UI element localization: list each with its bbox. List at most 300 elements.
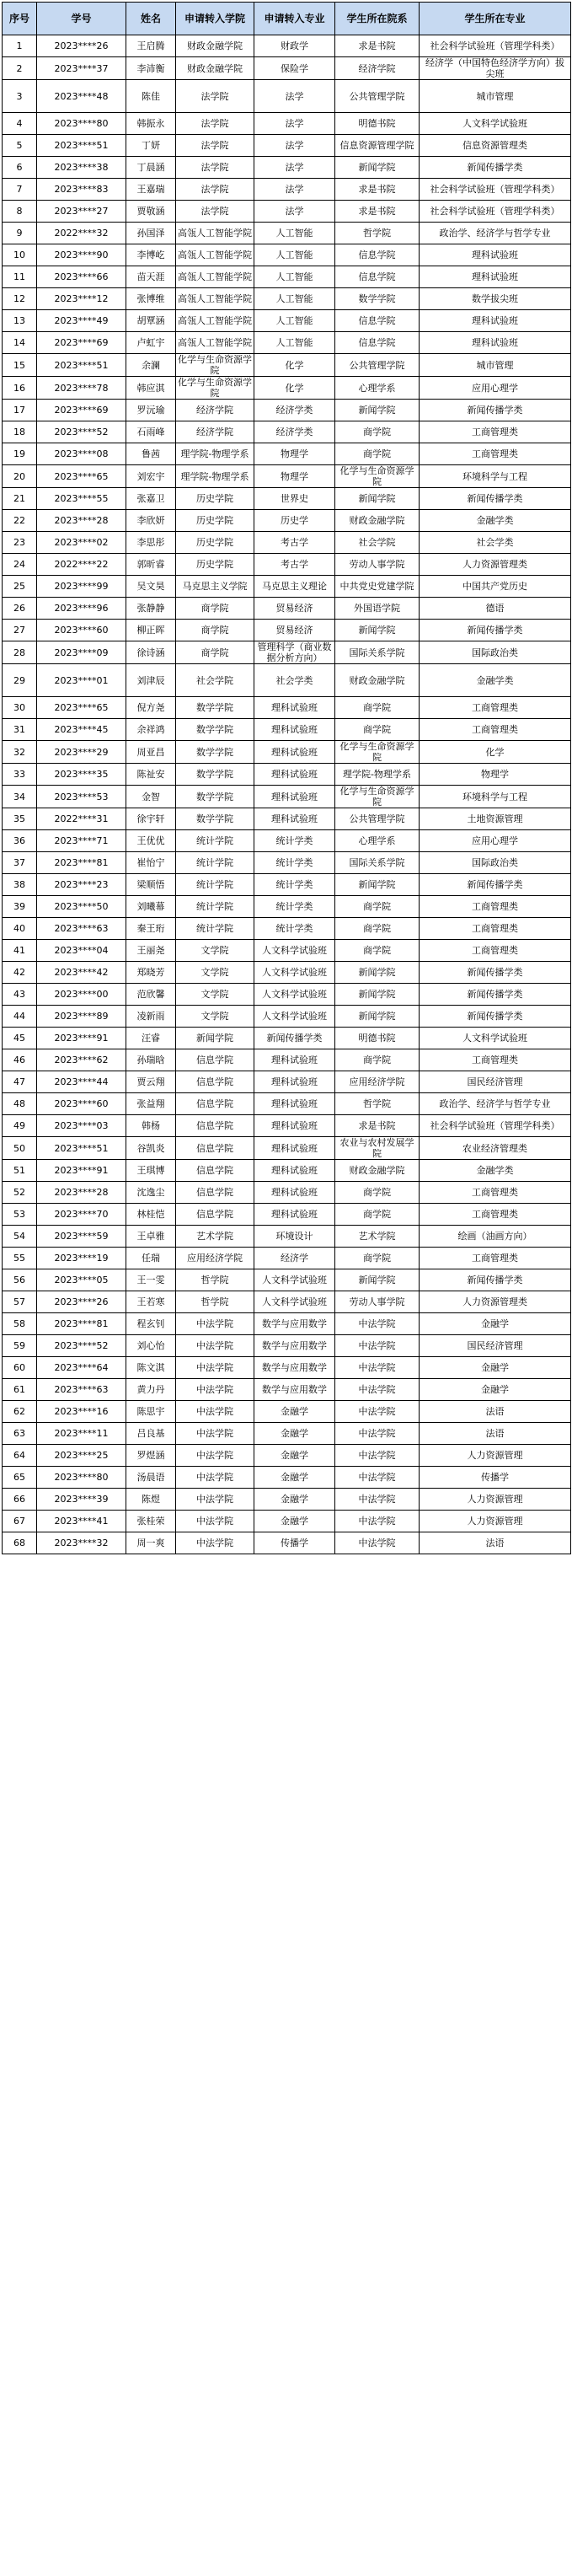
table-row xyxy=(3,288,571,310)
cell-student-id: 2023****50 xyxy=(37,896,126,918)
cell-student-id: 2023****29 xyxy=(37,741,126,764)
table-row xyxy=(3,554,571,576)
cell-current-major: 土地资源管理 xyxy=(420,808,571,830)
table-row xyxy=(3,1248,571,1269)
cell-name: 郑晓芳 xyxy=(126,962,176,984)
cell-index: 68 xyxy=(3,1532,37,1554)
cell-target-major: 法学 xyxy=(254,201,335,223)
cell-current-college: 商学院 xyxy=(335,1248,420,1269)
cell-current-major: 工商管理类 xyxy=(420,719,571,741)
table-row xyxy=(3,620,571,641)
table-row xyxy=(3,896,571,918)
cell-index: 54 xyxy=(3,1226,37,1248)
cell-current-college: 新闻学院 xyxy=(335,984,420,1006)
cell-student-id: 2023****05 xyxy=(37,1269,126,1291)
cell-target-college: 数学学院 xyxy=(176,786,254,808)
cell-name: 孙国泽 xyxy=(126,223,176,244)
cell-current-major: 社会科学试验班（管理学科类） xyxy=(420,1115,571,1137)
cell-target-college: 统计学院 xyxy=(176,918,254,940)
cell-target-major: 法学 xyxy=(254,179,335,201)
cell-target-major: 理科试验班 xyxy=(254,1071,335,1093)
cell-current-college: 信息学院 xyxy=(335,310,420,332)
cell-target-major: 人工智能 xyxy=(254,266,335,288)
cell-target-college: 法学院 xyxy=(176,135,254,157)
cell-index: 7 xyxy=(3,179,37,201)
cell-student-id: 2023****63 xyxy=(37,918,126,940)
table-row xyxy=(3,1401,571,1423)
header-current-major: 学生所在专业 xyxy=(420,3,571,35)
cell-target-major: 法学 xyxy=(254,135,335,157)
cell-student-id: 2023****39 xyxy=(37,1489,126,1511)
cell-index: 39 xyxy=(3,896,37,918)
cell-target-major: 化学 xyxy=(254,377,335,400)
cell-student-id: 2023****08 xyxy=(37,443,126,465)
cell-student-id: 2023****19 xyxy=(37,1248,126,1269)
cell-target-college: 中法学院 xyxy=(176,1401,254,1423)
cell-current-major: 金融学 xyxy=(420,1357,571,1379)
cell-target-major: 理科试验班 xyxy=(254,741,335,764)
cell-target-college: 历史学院 xyxy=(176,532,254,554)
cell-name: 韩应淇 xyxy=(126,377,176,400)
cell-name: 李思彤 xyxy=(126,532,176,554)
cell-target-major: 物理学 xyxy=(254,443,335,465)
cell-current-major: 新闻传播学类 xyxy=(420,984,571,1006)
cell-index: 50 xyxy=(3,1137,37,1160)
cell-current-major: 应用心理学 xyxy=(420,830,571,852)
cell-index: 30 xyxy=(3,697,37,719)
cell-student-id: 2023****90 xyxy=(37,244,126,266)
cell-current-major: 政治学、经济学与哲学专业 xyxy=(420,1093,571,1115)
table-row xyxy=(3,510,571,532)
cell-current-college: 中法学院 xyxy=(335,1467,420,1489)
table-row xyxy=(3,266,571,288)
cell-name: 金智 xyxy=(126,786,176,808)
cell-student-id: 2023****09 xyxy=(37,641,126,664)
table-row xyxy=(3,641,571,664)
cell-name: 陈佳 xyxy=(126,80,176,113)
cell-target-college: 哲学院 xyxy=(176,1291,254,1313)
cell-target-major: 数学与应用数学 xyxy=(254,1357,335,1379)
cell-current-college: 劳动人事学院 xyxy=(335,554,420,576)
cell-current-college: 求是书院 xyxy=(335,35,420,57)
cell-current-major: 人力资源管理 xyxy=(420,1489,571,1511)
cell-name: 谷凯炎 xyxy=(126,1137,176,1160)
table-row xyxy=(3,223,571,244)
cell-current-major: 人力资源管理 xyxy=(420,1445,571,1467)
cell-name: 王卓雅 xyxy=(126,1226,176,1248)
cell-current-major: 国际政治类 xyxy=(420,852,571,874)
table-row xyxy=(3,1160,571,1182)
cell-target-major: 理科试验班 xyxy=(254,697,335,719)
cell-index: 32 xyxy=(3,741,37,764)
cell-current-college: 社会学院 xyxy=(335,532,420,554)
cell-current-major: 人文科学试验班 xyxy=(420,113,571,135)
table-row xyxy=(3,1115,571,1137)
cell-name: 王若寒 xyxy=(126,1291,176,1313)
cell-target-college: 哲学院 xyxy=(176,1269,254,1291)
cell-current-college: 理学院-物理学系 xyxy=(335,764,420,786)
cell-student-id: 2023****51 xyxy=(37,135,126,157)
cell-current-major: 经济学（中国特色经济学方向）拔尖班 xyxy=(420,57,571,80)
cell-target-college: 高瓴人工智能学院 xyxy=(176,288,254,310)
table-row xyxy=(3,465,571,488)
cell-current-major: 人力资源管理类 xyxy=(420,1291,571,1313)
cell-name: 汤晨语 xyxy=(126,1467,176,1489)
cell-current-major: 数学拔尖班 xyxy=(420,288,571,310)
cell-target-college: 中法学院 xyxy=(176,1423,254,1445)
cell-target-major: 法学 xyxy=(254,113,335,135)
cell-target-college: 社会学院 xyxy=(176,664,254,697)
cell-target-major: 统计学类 xyxy=(254,874,335,896)
cell-index: 3 xyxy=(3,80,37,113)
cell-target-major: 法学 xyxy=(254,80,335,113)
transfer-list-table xyxy=(2,2,571,1554)
table-row xyxy=(3,443,571,465)
table-row xyxy=(3,1137,571,1160)
cell-target-college: 经济学院 xyxy=(176,421,254,443)
cell-target-major: 人文科学试验班 xyxy=(254,962,335,984)
cell-target-major: 人文科学试验班 xyxy=(254,1006,335,1028)
cell-target-college: 中法学院 xyxy=(176,1379,254,1401)
cell-name: 苗天涯 xyxy=(126,266,176,288)
cell-target-major: 人工智能 xyxy=(254,332,335,354)
cell-current-college: 信息学院 xyxy=(335,266,420,288)
cell-current-college: 商学院 xyxy=(335,1049,420,1071)
table-row xyxy=(3,1291,571,1313)
table-row xyxy=(3,310,571,332)
cell-current-college: 中法学院 xyxy=(335,1335,420,1357)
cell-target-college: 数学学院 xyxy=(176,697,254,719)
cell-name: 周一爽 xyxy=(126,1532,176,1554)
header-current-college: 学生所在院系 xyxy=(335,3,420,35)
cell-current-college: 公共管理学院 xyxy=(335,354,420,377)
table-row xyxy=(3,808,571,830)
cell-current-major: 德语 xyxy=(420,598,571,620)
cell-index: 66 xyxy=(3,1489,37,1511)
cell-name: 程玄钊 xyxy=(126,1313,176,1335)
cell-target-college: 艺术学院 xyxy=(176,1226,254,1248)
table-body xyxy=(3,35,571,1554)
table-row xyxy=(3,1379,571,1401)
cell-index: 15 xyxy=(3,354,37,377)
cell-target-major: 经济学类 xyxy=(254,400,335,421)
cell-target-major: 人文科学试验班 xyxy=(254,940,335,962)
cell-target-major: 传播学 xyxy=(254,1532,335,1554)
cell-target-major: 金融学 xyxy=(254,1445,335,1467)
header-target-college: 申请转入学院 xyxy=(176,3,254,35)
cell-index: 16 xyxy=(3,377,37,400)
table-row xyxy=(3,1532,571,1554)
cell-current-major: 新闻传播学类 xyxy=(420,488,571,510)
table-row xyxy=(3,532,571,554)
cell-index: 61 xyxy=(3,1379,37,1401)
cell-name: 崔怡宁 xyxy=(126,852,176,874)
cell-current-major: 法语 xyxy=(420,1401,571,1423)
cell-student-id: 2023****03 xyxy=(37,1115,126,1137)
cell-name: 汪睿 xyxy=(126,1028,176,1049)
cell-name: 石雨峰 xyxy=(126,421,176,443)
table-row xyxy=(3,1071,571,1093)
cell-target-major: 统计学类 xyxy=(254,830,335,852)
cell-target-major: 经济学类 xyxy=(254,421,335,443)
table-row xyxy=(3,377,571,400)
cell-current-major: 农业经济管理类 xyxy=(420,1137,571,1160)
table-row xyxy=(3,1511,571,1532)
cell-index: 9 xyxy=(3,223,37,244)
cell-current-college: 财政金融学院 xyxy=(335,510,420,532)
cell-target-college: 数学学院 xyxy=(176,764,254,786)
cell-index: 18 xyxy=(3,421,37,443)
cell-target-college: 高瓴人工智能学院 xyxy=(176,223,254,244)
cell-name: 韩杨 xyxy=(126,1115,176,1137)
cell-name: 李沛衡 xyxy=(126,57,176,80)
cell-current-major: 新闻传播学类 xyxy=(420,620,571,641)
cell-target-major: 理科试验班 xyxy=(254,1049,335,1071)
cell-target-college: 理学院-物理学系 xyxy=(176,465,254,488)
table-row xyxy=(3,179,571,201)
cell-name: 贾云翔 xyxy=(126,1071,176,1093)
cell-target-major: 社会学类 xyxy=(254,664,335,697)
cell-index: 31 xyxy=(3,719,37,741)
cell-target-college: 统计学院 xyxy=(176,896,254,918)
table-row xyxy=(3,697,571,719)
cell-name: 罗煜涵 xyxy=(126,1445,176,1467)
cell-student-id: 2023****16 xyxy=(37,1401,126,1423)
cell-target-major: 统计学类 xyxy=(254,852,335,874)
header-student-id: 学号 xyxy=(37,3,126,35)
cell-student-id: 2023****38 xyxy=(37,157,126,179)
table-row xyxy=(3,1006,571,1028)
cell-target-major: 理科试验班 xyxy=(254,1160,335,1182)
cell-target-college: 高瓴人工智能学院 xyxy=(176,266,254,288)
cell-current-college: 财政金融学院 xyxy=(335,1160,420,1182)
cell-index: 26 xyxy=(3,598,37,620)
cell-index: 14 xyxy=(3,332,37,354)
cell-index: 49 xyxy=(3,1115,37,1137)
cell-index: 29 xyxy=(3,664,37,697)
cell-index: 58 xyxy=(3,1313,37,1335)
cell-student-id: 2023****80 xyxy=(37,1467,126,1489)
table-row xyxy=(3,940,571,962)
cell-name: 倪方尧 xyxy=(126,697,176,719)
cell-index: 51 xyxy=(3,1160,37,1182)
table-row xyxy=(3,962,571,984)
cell-current-college: 商学院 xyxy=(335,896,420,918)
cell-target-college: 信息学院 xyxy=(176,1049,254,1071)
cell-target-college: 文学院 xyxy=(176,962,254,984)
cell-current-college: 中法学院 xyxy=(335,1313,420,1335)
cell-student-id: 2022****31 xyxy=(37,808,126,830)
cell-current-major: 中国共产党历史 xyxy=(420,576,571,598)
cell-target-major: 贸易经济 xyxy=(254,598,335,620)
cell-student-id: 2023****69 xyxy=(37,400,126,421)
cell-current-college: 心理学系 xyxy=(335,830,420,852)
cell-name: 刘曦幕 xyxy=(126,896,176,918)
cell-student-id: 2023****00 xyxy=(37,984,126,1006)
cell-index: 19 xyxy=(3,443,37,465)
cell-student-id: 2022****32 xyxy=(37,223,126,244)
cell-name: 刘宏宇 xyxy=(126,465,176,488)
cell-student-id: 2023****80 xyxy=(37,113,126,135)
cell-current-major: 环境科学与工程 xyxy=(420,465,571,488)
cell-current-college: 中法学院 xyxy=(335,1532,420,1554)
cell-name: 余澜 xyxy=(126,354,176,377)
cell-target-college: 商学院 xyxy=(176,641,254,664)
cell-student-id: 2023****42 xyxy=(37,962,126,984)
header-name: 姓名 xyxy=(126,3,176,35)
cell-target-college: 法学院 xyxy=(176,113,254,135)
cell-current-college: 新闻学院 xyxy=(335,1006,420,1028)
cell-index: 11 xyxy=(3,266,37,288)
cell-name: 徐诗涵 xyxy=(126,641,176,664)
cell-student-id: 2023****02 xyxy=(37,532,126,554)
cell-name: 王丽尧 xyxy=(126,940,176,962)
cell-current-college: 中法学院 xyxy=(335,1423,420,1445)
cell-student-id: 2023****26 xyxy=(37,1291,126,1313)
cell-name: 王一雯 xyxy=(126,1269,176,1291)
cell-target-major: 理科试验班 xyxy=(254,1204,335,1226)
cell-current-major: 国民经济管理 xyxy=(420,1071,571,1093)
cell-target-major: 贸易经济 xyxy=(254,620,335,641)
table-row xyxy=(3,719,571,741)
cell-current-major: 社会科学试验班（管理学科类） xyxy=(420,179,571,201)
cell-index: 25 xyxy=(3,576,37,598)
cell-target-college: 中法学院 xyxy=(176,1357,254,1379)
cell-target-college: 高瓴人工智能学院 xyxy=(176,310,254,332)
cell-current-major: 新闻传播学类 xyxy=(420,400,571,421)
cell-name: 吴文昊 xyxy=(126,576,176,598)
cell-current-major: 法语 xyxy=(420,1532,571,1554)
cell-index: 10 xyxy=(3,244,37,266)
cell-target-college: 统计学院 xyxy=(176,852,254,874)
cell-student-id: 2023****63 xyxy=(37,1379,126,1401)
cell-name: 贾敬涵 xyxy=(126,201,176,223)
cell-current-college: 新闻学院 xyxy=(335,157,420,179)
cell-student-id: 2023****26 xyxy=(37,35,126,57)
cell-name: 陈煜 xyxy=(126,1489,176,1511)
cell-name: 余祥鸿 xyxy=(126,719,176,741)
cell-student-id: 2023****65 xyxy=(37,465,126,488)
cell-student-id: 2023****32 xyxy=(37,1532,126,1554)
cell-current-major: 传播学 xyxy=(420,1467,571,1489)
cell-target-college: 中法学院 xyxy=(176,1467,254,1489)
cell-student-id: 2023****69 xyxy=(37,332,126,354)
cell-current-major: 应用心理学 xyxy=(420,377,571,400)
table-row xyxy=(3,1445,571,1467)
cell-student-id: 2023****11 xyxy=(37,1423,126,1445)
cell-current-college: 中法学院 xyxy=(335,1511,420,1532)
cell-index: 34 xyxy=(3,786,37,808)
cell-current-college: 外国语学院 xyxy=(335,598,420,620)
table-row xyxy=(3,1049,571,1071)
cell-name: 陈祉安 xyxy=(126,764,176,786)
cell-current-college: 国际关系学院 xyxy=(335,641,420,664)
cell-student-id: 2023****01 xyxy=(37,664,126,697)
cell-target-college: 历史学院 xyxy=(176,488,254,510)
cell-current-college: 公共管理学院 xyxy=(335,80,420,113)
cell-target-college: 马克思主义学院 xyxy=(176,576,254,598)
cell-name: 徐宇轩 xyxy=(126,808,176,830)
cell-student-id: 2023****28 xyxy=(37,510,126,532)
cell-index: 8 xyxy=(3,201,37,223)
cell-student-id: 2023****71 xyxy=(37,830,126,852)
cell-index: 23 xyxy=(3,532,37,554)
cell-target-college: 法学院 xyxy=(176,201,254,223)
cell-name: 陈思宇 xyxy=(126,1401,176,1423)
cell-index: 62 xyxy=(3,1401,37,1423)
cell-current-major: 新闻传播学类 xyxy=(420,962,571,984)
cell-name: 王启腾 xyxy=(126,35,176,57)
cell-target-major: 理科试验班 xyxy=(254,786,335,808)
cell-name: 陈文淇 xyxy=(126,1357,176,1379)
cell-target-major: 财政学 xyxy=(254,35,335,57)
cell-name: 罗沅瑜 xyxy=(126,400,176,421)
cell-student-id: 2023****60 xyxy=(37,620,126,641)
cell-student-id: 2023****78 xyxy=(37,377,126,400)
cell-index: 64 xyxy=(3,1445,37,1467)
cell-current-major: 理科试验班 xyxy=(420,332,571,354)
cell-current-college: 新闻学院 xyxy=(335,962,420,984)
cell-target-major: 理科试验班 xyxy=(254,764,335,786)
table-row xyxy=(3,1182,571,1204)
cell-target-major: 金融学 xyxy=(254,1511,335,1532)
cell-name: 张桂荣 xyxy=(126,1511,176,1532)
cell-index: 17 xyxy=(3,400,37,421)
cell-current-major: 城市管理 xyxy=(420,354,571,377)
cell-index: 6 xyxy=(3,157,37,179)
cell-current-major: 人力资源管理类 xyxy=(420,554,571,576)
cell-target-college: 法学院 xyxy=(176,179,254,201)
cell-current-major: 信息资源管理类 xyxy=(420,135,571,157)
cell-target-college: 财政金融学院 xyxy=(176,57,254,80)
cell-student-id: 2023****49 xyxy=(37,310,126,332)
cell-index: 57 xyxy=(3,1291,37,1313)
cell-target-major: 考古学 xyxy=(254,554,335,576)
cell-student-id: 2023****23 xyxy=(37,874,126,896)
table-row xyxy=(3,1028,571,1049)
cell-current-major: 新闻传播学类 xyxy=(420,1006,571,1028)
cell-target-major: 人工智能 xyxy=(254,288,335,310)
cell-target-major: 世界史 xyxy=(254,488,335,510)
table-row xyxy=(3,244,571,266)
cell-target-major: 人文科学试验班 xyxy=(254,984,335,1006)
cell-target-major: 新闻传播学类 xyxy=(254,1028,335,1049)
cell-student-id: 2023****81 xyxy=(37,852,126,874)
cell-target-major: 金融学 xyxy=(254,1467,335,1489)
cell-name: 郭昕睿 xyxy=(126,554,176,576)
cell-target-major: 化学 xyxy=(254,354,335,377)
cell-student-id: 2023****64 xyxy=(37,1357,126,1379)
cell-current-college: 商学院 xyxy=(335,719,420,741)
cell-target-major: 数学与应用数学 xyxy=(254,1379,335,1401)
cell-current-major: 法语 xyxy=(420,1423,571,1445)
cell-index: 35 xyxy=(3,808,37,830)
cell-index: 21 xyxy=(3,488,37,510)
cell-student-id: 2023****89 xyxy=(37,1006,126,1028)
cell-current-major: 物理学 xyxy=(420,764,571,786)
header-index: 序号 xyxy=(3,3,37,35)
table-row xyxy=(3,984,571,1006)
cell-index: 4 xyxy=(3,113,37,135)
cell-current-college: 新闻学院 xyxy=(335,620,420,641)
cell-target-college: 中法学院 xyxy=(176,1511,254,1532)
cell-index: 5 xyxy=(3,135,37,157)
table-row xyxy=(3,1423,571,1445)
cell-current-college: 心理学系 xyxy=(335,377,420,400)
cell-target-major: 法学 xyxy=(254,157,335,179)
cell-target-college: 法学院 xyxy=(176,80,254,113)
cell-current-college: 商学院 xyxy=(335,443,420,465)
